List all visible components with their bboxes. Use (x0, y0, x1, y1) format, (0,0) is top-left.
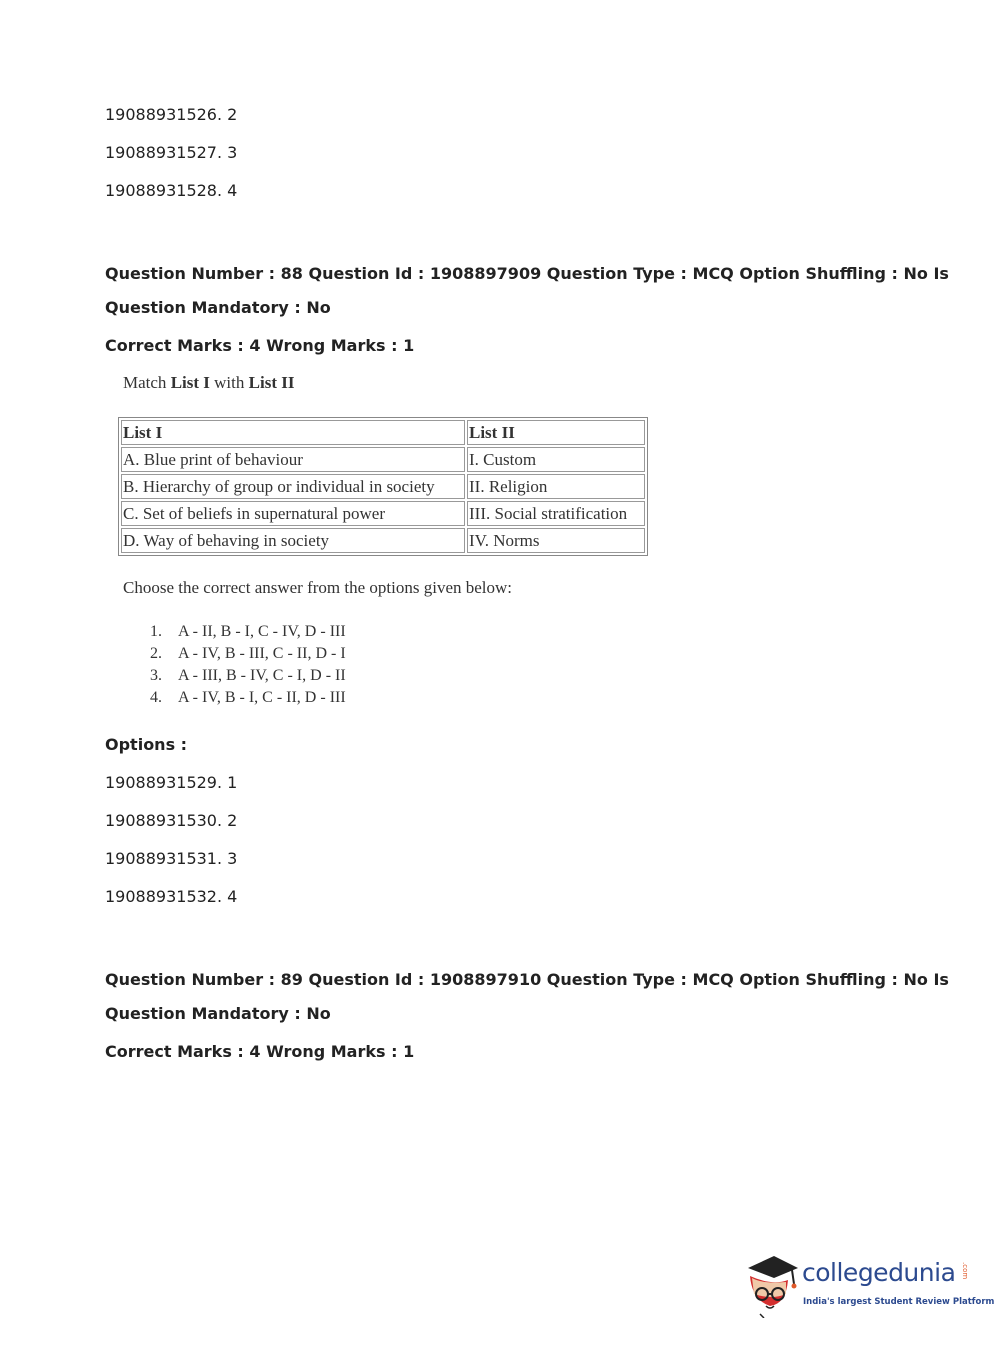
table-cell: C. Set of beliefs in supernatural power (121, 501, 465, 526)
question-marks: Correct Marks : 4 Wrong Marks : 1 (105, 1042, 415, 1061)
table-row (121, 474, 645, 499)
match-table (118, 417, 648, 556)
option-line: 19088931531. 3 (105, 849, 238, 868)
table-cell: III. Social stratification (467, 501, 645, 526)
option-line: 19088931527. 3 (105, 143, 238, 162)
option-line: 19088931530. 2 (105, 811, 238, 830)
table-cell: A. Blue print of behaviour (121, 447, 465, 472)
logo-wordmark: collegedunia (802, 1258, 956, 1287)
question-header: Question Number : 89 Question Id : 1908897910 Question Type : MCQ Option Shuffling : No Is (105, 970, 949, 989)
question-marks: Correct Marks : 4 Wrong Marks : 1 (105, 336, 415, 355)
table-row (121, 528, 645, 553)
answer-choice: 3. A - III, B - IV, C - I, D - II (150, 667, 346, 684)
question-header-continued: Question Mandatory : No (105, 1004, 331, 1023)
option-line: 19088931529. 1 (105, 773, 238, 792)
option-line: 19088931532. 4 (105, 887, 238, 906)
table-cell: D. Way of behaving in society (121, 528, 465, 553)
table-header-cell: List I (121, 420, 465, 445)
question-header-continued: Question Mandatory : No (105, 298, 331, 317)
logo-tagline: India's largest Student Review Platform (803, 1297, 995, 1307)
table-cell: IV. Norms (467, 528, 645, 553)
answer-choice: 4. A - IV, B - I, C - II, D - III (150, 689, 346, 706)
table-cell: B. Hierarchy of group or individual in society (121, 474, 465, 499)
option-line: 19088931528. 4 (105, 181, 238, 200)
table-header-cell: List II (467, 420, 645, 445)
question-header: Question Number : 88 Question Id : 1908897909 Question Type : MCQ Option Shuffling : No Is (105, 264, 949, 283)
options-label: Options : (105, 735, 188, 754)
answer-choice: 2. A - IV, B - III, C - II, D - I (150, 645, 346, 662)
table-cell: I. Custom (467, 447, 645, 472)
mascot-icon (742, 1250, 800, 1318)
table-cell: II. Religion (467, 474, 645, 499)
answer-choice: 1. A - II, B - I, C - IV, D - III (150, 623, 346, 640)
collegedunia-logo (742, 1250, 995, 1320)
table-row (121, 501, 645, 526)
choose-instruction: Choose the correct answer from the options given below: (123, 578, 513, 597)
question-prompt: Match List I with List II (123, 373, 295, 392)
option-line: 19088931526. 2 (105, 105, 238, 124)
answer-choice-list (150, 621, 346, 709)
table-row (121, 447, 645, 472)
table-header-row (121, 420, 645, 445)
logo-domain: .com (961, 1262, 969, 1280)
